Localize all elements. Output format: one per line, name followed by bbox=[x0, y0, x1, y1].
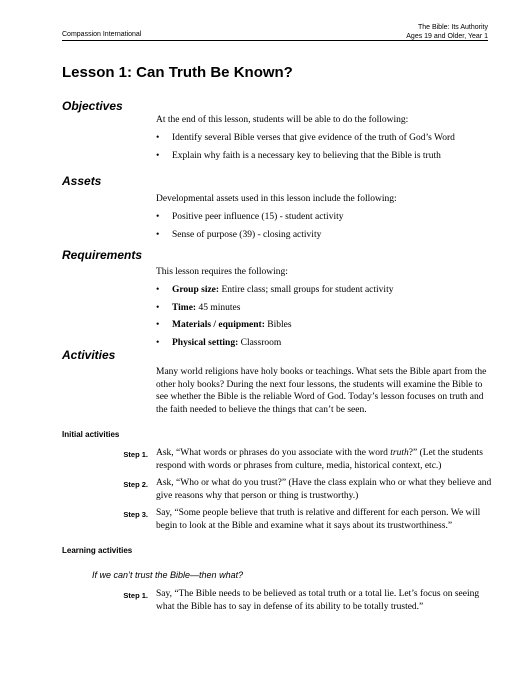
requirement-value: Classroom bbox=[238, 337, 282, 348]
list-item bbox=[156, 337, 491, 350]
requirement-value: Bibles bbox=[264, 320, 292, 330]
learning-activities-heading: Learning activities bbox=[62, 546, 133, 555]
list-item bbox=[156, 284, 491, 297]
step-text: Say, “Some people believe that truth is relative and different for each person. We will begin to look at the Bible and examine what it says about its trustworthiness.” bbox=[156, 508, 481, 531]
assets-heading: Assets bbox=[62, 174, 102, 188]
step-label: Step 2. bbox=[123, 480, 148, 489]
step-text: Say, “The Bible needs to be believed as total truth or a total lie. Let’s focus on seeing what the Bible has to say in defense of its ability to be totally trusted.” bbox=[156, 589, 480, 612]
step-label: Step 3. bbox=[123, 510, 148, 519]
activities-intro: Many world religions have holy books or teachings. What sets the Bible apart from the other holy books? During the next four lessons, the students will examine the Bible to see whether the Bible is the reliable Word of God. Today’s lesson focuses on truth and the faith needed to believe the things that can’t be seen. bbox=[156, 367, 487, 415]
lesson-title: Lesson 1: Can Truth Be Known? bbox=[62, 64, 293, 81]
requirement-value: Entire class; small groups for student activity bbox=[219, 285, 394, 295]
step-text-part: Ask, “What words or phrases do you associate with the word bbox=[156, 448, 391, 458]
learning-activities-subheading: If we can’t trust the Bible—then what? bbox=[92, 570, 244, 580]
step-text-emphasis: truth bbox=[390, 448, 409, 458]
header-course-ages: Ages 19 and Older, Year 1 bbox=[406, 33, 488, 40]
objectives-heading: Objectives bbox=[62, 99, 123, 113]
objectives-list bbox=[156, 132, 491, 167]
assets-intro: Developmental assets used in this lesson include the following: bbox=[156, 194, 397, 204]
header-course-info bbox=[406, 23, 488, 41]
step-text bbox=[156, 447, 492, 472]
requirement-label: Time: bbox=[172, 302, 197, 313]
step-text: Ask, “Who or what do you trust?” (Have the class explain who or what they believe and give reasons why that person or thing is trustworthy.) bbox=[156, 478, 492, 501]
list-item: • Sense of purpose (39) - closing activity bbox=[156, 229, 491, 242]
requirements-intro: This lesson requires the following: bbox=[156, 267, 288, 277]
list-item: • Identify several Bible verses that give evidence of the truth of God’s Word bbox=[156, 132, 491, 145]
header-course-title: The Bible: Its Authority bbox=[417, 24, 488, 31]
step-label: Step 1. bbox=[123, 591, 148, 600]
assets-list bbox=[156, 211, 491, 246]
objectives-intro: At the end of this lesson, students will be able to do the following: bbox=[156, 115, 409, 125]
requirements-heading: Requirements bbox=[62, 248, 143, 262]
list-item bbox=[156, 319, 491, 332]
activities-heading: Activities bbox=[62, 348, 116, 362]
list-item: • Positive peer influence (15) - student activity bbox=[156, 211, 491, 224]
requirement-value: 45 minutes bbox=[196, 302, 241, 313]
step-label: Step 1. bbox=[123, 450, 148, 459]
list-item: • Explain why faith is a necessary key to believing that the Bible is truth bbox=[156, 150, 491, 163]
requirement-label: Materials / equipment: bbox=[172, 320, 265, 330]
initial-activities-heading: Initial activities bbox=[62, 430, 120, 439]
header-divider bbox=[62, 40, 488, 41]
header-publisher: Compassion International bbox=[62, 31, 142, 38]
step-text-part: ?” (Let the students respond with words or phrases from culture, media, historical context, etc.) bbox=[156, 448, 483, 471]
requirement-label: Group size: bbox=[172, 285, 220, 295]
requirements-list bbox=[156, 284, 491, 354]
requirement-label: Physical setting: bbox=[172, 337, 239, 348]
list-item bbox=[156, 302, 491, 315]
